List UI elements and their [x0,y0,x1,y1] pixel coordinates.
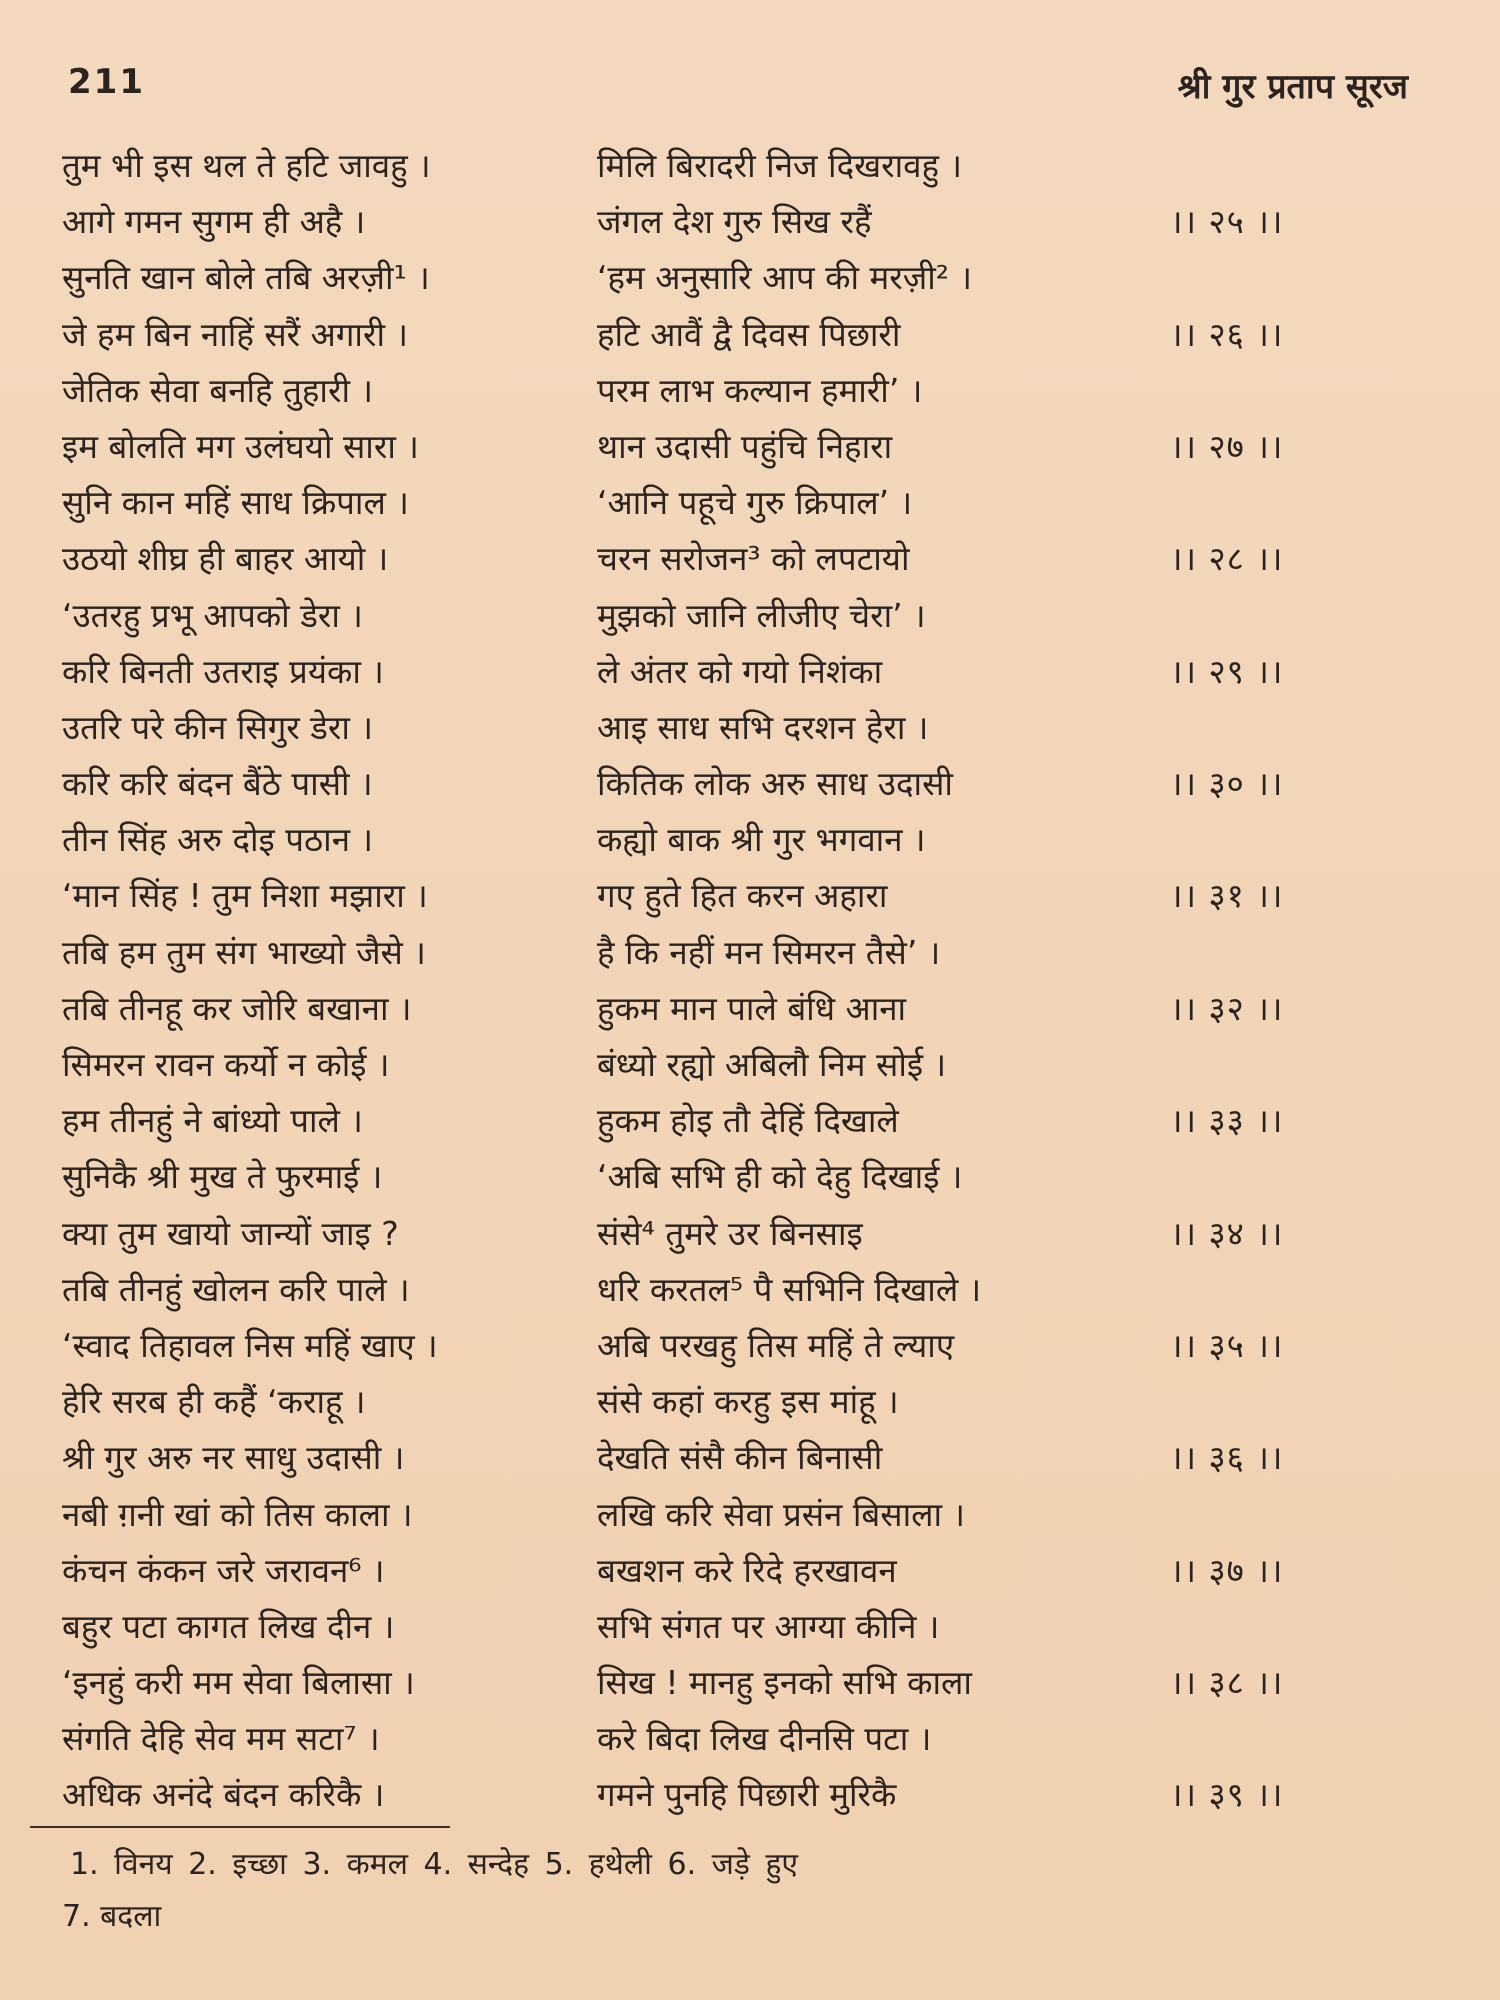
verse-line [62,1149,1402,1205]
verse-half-second: मिलि बिरादरी निज दिखरावहु । [597,146,962,185]
verse-number: ।। ३० ।। [1170,764,1284,804]
footnote-divider [30,1826,450,1828]
verse-half-second: है कि नहीं मन सिमरन तैसे’ । [597,932,941,972]
verse-number: ।। ३७ ।। [1170,1550,1284,1590]
verse-half-second: ले अंतर को गयो निशंका [597,651,883,691]
verse-line [62,250,1402,306]
verse-line [62,644,1402,700]
verse-half-second: सभि संगत पर आग्या कीनि । [597,1606,940,1646]
verse-half-first: सुनिकै श्री मुख ते फुरमाई । [62,1157,383,1197]
verse-half-first: ‘मान सिंह ! तुम निशा मझारा । [62,876,428,916]
verse-half-first: जे हम बिन नाहिं सरैं अगारी । [62,314,409,354]
verse-number: ।। २९ ।। [1170,651,1284,691]
verse-number: ।। २७ ।। [1170,426,1284,466]
verse-half-first: ‘स्वाद तिहावल निस महिं खाए । [62,1325,438,1365]
verse-number: ।। ३६ ।। [1170,1438,1284,1478]
verse-line [62,925,1402,981]
verse-line [62,1206,1402,1262]
verse-half-second: हुकम मान पाले बंधि आना [597,988,907,1028]
verse-half-second: सिख ! मानहु इनको सभि काला [597,1663,972,1703]
verse-line [62,1430,1402,1486]
verse-half-first: हम तीनहुं ने बांध्यो पाले । [62,1101,363,1141]
verse-half-second: हटि आवैं द्वै दिवस पिछारी [597,314,901,354]
verse-line [62,1037,1402,1093]
verse-line [62,1655,1402,1711]
verse-line [62,1599,1402,1655]
verse-line [62,363,1402,419]
verse-block [62,138,1402,1824]
verse-half-first: बहुर पटा कागत लिख दीन । [62,1606,395,1646]
footnotes-line-1: 1. विनय 2. इच्छा 3. कमल 4. सन्देह 5. हथेली 6. जड़े हुए [70,1847,799,1882]
verse-half-second: अबि परखहु तिस महिं ते ल्याए [597,1325,955,1365]
verse-half-first: उतरि परे कीन सिगुर डेरा । [62,707,373,747]
verse-half-second: बंध्यो रह्यो अबिलौ निम सोई । [597,1045,947,1084]
verse-half-second: कितिक लोक अरु साध उदासी [597,764,953,804]
verse-half-second: धरि करतल⁵ पै सभिनि दिखाले । [597,1269,982,1309]
verse-half-second: कह्यो बाक श्री गुर भगवान । [597,820,926,860]
verse-half-second: मुझको जानि लीजीए चेरा’ । [597,595,926,635]
verse-half-second: चरन सरोजन³ को लपटायो [597,539,910,579]
verse-line [62,1711,1402,1767]
verse-line [62,1767,1402,1823]
verse-line [62,756,1402,812]
verse-half-first: संगति देहि सेव मम सटा⁷ । [62,1719,380,1759]
verse-half-first: जेतिक सेवा बनहि तुहारी । [62,370,374,410]
verse-half-second: थान उदासी पहुंचि निहारा [597,426,893,466]
verse-line [62,419,1402,475]
running-title: श्री गुर प्रताप सूरज [1177,67,1408,107]
verse-number: ।। ३१ ।। [1170,876,1284,916]
verse-half-first: इम बोलति मग उलंघयो सारा । [62,426,419,466]
verse-line [62,475,1402,531]
verse-half-first: ‘इनहुं करी मम सेवा बिलासा । [62,1663,415,1703]
verse-half-second: ‘हम अनुसारि आप की मरज़ी² । [597,258,972,298]
verse-line [62,981,1402,1037]
verse-number: ।। ३४ ।। [1170,1213,1284,1253]
verse-half-second: ‘आनि पहूचे गुरु क्रिपाल’ । [597,483,913,523]
verse-half-second: गमने पुनहि पिछारी मुरिकै [597,1775,897,1815]
verse-half-second: संसे कहां करहु इस मांहू । [597,1382,899,1422]
verse-number: ।। ३९ ।। [1170,1775,1284,1815]
verse-half-first: अधिक अनंदे बंदन करिकै । [62,1775,385,1815]
verse-half-second: परम लाभ कल्यान हमारी’ । [597,370,923,410]
verse-line [62,138,1402,194]
verse-half-second: संसे⁴ तुमरे उर बिनसाइ [597,1213,863,1253]
verse-half-first: उठयो शीघ्र ही बाहर आयो । [62,539,389,579]
verse-half-first: तबि तीनहुं खोलन करि पाले । [62,1269,410,1309]
verse-half-second: हुकम होइ तौ देहिं दिखाले [597,1101,899,1141]
verse-half-second: देखति संसै कीन बिनासी [597,1438,883,1478]
verse-half-first: सुनति खान बोले तबि अरज़ी¹ । [62,258,430,298]
verse-line [62,531,1402,587]
verse-half-second: लखि करि सेवा प्रसंन बिसाला । [597,1494,966,1534]
verse-line [62,812,1402,868]
verse-half-first: सिमरन रावन कर्यो न कोई । [62,1045,390,1084]
verse-half-first: तीन सिंह अरु दोइ पठान । [62,820,374,860]
verse-number: ।। ३८ ।। [1170,1663,1284,1703]
verse-half-second: जंगल देश गुरु सिख रहैं [597,202,872,242]
verse-half-first: तबि हम तुम संग भाख्यो जैसे । [62,932,426,972]
page-header [68,62,1408,112]
verse-line [62,588,1402,644]
verse-line [62,1318,1402,1374]
verse-half-first: करि बिनती उतराइ प्रयंका । [62,651,384,691]
verse-half-first: तुम भी इस थल ते हटि जावहु । [62,146,431,185]
verse-half-first: हेरि सरब ही कहैं ‘कराहू । [62,1382,366,1422]
verse-half-first: ‘उतरहु प्रभू आपको डेरा । [62,595,363,635]
verse-half-second: आइ साध सभि दरशन हेरा । [597,707,929,747]
verse-line [62,1374,1402,1430]
verse-line [62,1262,1402,1318]
verse-number: ।। ३२ ।। [1170,988,1284,1028]
footnotes-line-2: 7. बदला [62,1899,162,1934]
verse-half-second: ‘अबि सभि ही को देहु दिखाई । [597,1157,963,1197]
verse-half-first: आगे गमन सुगम ही अहै । [62,202,366,242]
verse-half-first: क्या तुम खायो जान्यों जाइ ? [62,1213,399,1253]
verse-number: ।। ३३ ।। [1170,1101,1284,1141]
verse-line [62,1093,1402,1149]
verse-half-first: नबी ग़नी खां को तिस काला । [62,1494,413,1534]
verse-line [62,1487,1402,1543]
verse-half-first: तबि तीनहू कर जोरि बखाना । [62,988,412,1028]
verse-number: ।। ३५ ।। [1170,1325,1284,1365]
verse-line [62,700,1402,756]
verse-line [62,194,1402,250]
verse-half-first: सुनि कान महिं साध क्रिपाल । [62,483,409,523]
verse-half-first: कंचन कंकन जरे जरावन⁶ । [62,1550,385,1590]
verse-line [62,1543,1402,1599]
verse-half-second: गए हुते हित करन अहारा [597,876,888,916]
verse-half-first: करि करि बंदन बैंठे पासी । [62,764,373,804]
verse-half-second: करे बिदा लिख दीनसि पटा । [597,1719,932,1759]
verse-number: ।। २५ ।। [1170,202,1284,242]
verse-half-first: श्री गुर अरु नर साधु उदासी । [62,1438,405,1478]
verse-half-second: बखशन करे रिदे हरखावन [597,1550,897,1590]
verse-number: ।। २८ ।। [1170,539,1284,579]
verse-number: ।। २६ ।। [1170,314,1284,354]
page-number: 211 [68,62,145,102]
verse-line [62,307,1402,363]
verse-line [62,868,1402,924]
